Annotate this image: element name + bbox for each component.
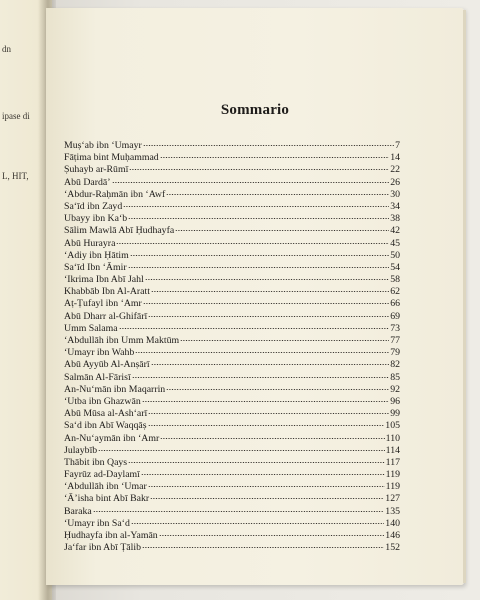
toc-entry xyxy=(64,262,400,274)
dot-leader xyxy=(143,300,389,306)
toc-entry-page: 66 xyxy=(390,298,400,310)
dot-leader xyxy=(151,288,389,294)
dot-leader xyxy=(131,520,384,526)
toc-entry-page: 152 xyxy=(385,542,400,554)
toc-entry-page: 135 xyxy=(385,505,400,517)
dot-leader xyxy=(166,191,389,197)
toc-entry xyxy=(64,481,400,493)
toc-entry xyxy=(64,433,400,445)
dot-leader xyxy=(141,471,385,477)
dot-leader xyxy=(159,532,385,538)
dot-leader xyxy=(148,483,385,489)
toc-entry-name: Muṣ‘ab ibn ‘Umayr xyxy=(64,140,142,151)
toc-entry xyxy=(64,238,400,250)
dot-leader xyxy=(123,203,389,209)
toc-entry-page: 99 xyxy=(390,408,400,420)
toc-entry xyxy=(64,469,400,481)
toc-entry xyxy=(64,457,400,469)
dot-leader xyxy=(151,361,390,367)
toc-entry-page: 54 xyxy=(390,261,400,273)
toc-entry xyxy=(64,445,400,457)
page-edge xyxy=(463,10,466,583)
toc-entry-page: 69 xyxy=(390,310,400,322)
dot-leader xyxy=(119,325,390,331)
toc-entry-page: 38 xyxy=(390,213,400,225)
toc-entry xyxy=(64,518,400,530)
toc-entry-name: ‘Abdullāh ibn Umm Maktūm xyxy=(64,335,180,346)
dot-leader xyxy=(160,154,390,160)
toc-entry xyxy=(64,396,400,408)
toc-entry-name: Sa‘īd ibn Zayd xyxy=(64,200,123,212)
toc-entry xyxy=(64,493,400,505)
toc-entry-name: Abū Hurayra xyxy=(64,237,116,249)
toc-entry-page: 119 xyxy=(385,469,400,481)
toc-entry xyxy=(64,542,400,554)
toc-entry xyxy=(64,506,400,518)
toc-entry xyxy=(64,298,400,310)
toc-entry-name: Ḥudhayfa ibn al-Yamān xyxy=(64,530,158,541)
toc-entry-page: 73 xyxy=(390,322,400,334)
toc-entry-page: 45 xyxy=(390,237,400,249)
dot-leader xyxy=(132,374,390,380)
toc-entry xyxy=(64,225,400,237)
dot-leader xyxy=(143,142,394,148)
toc-entry-page: 77 xyxy=(390,335,400,346)
toc-entry-name: Thābit ibn Qays xyxy=(64,456,128,468)
toc-entry-page: 117 xyxy=(385,456,400,468)
dot-leader xyxy=(116,240,389,246)
toc-entry-name: ‘Ā’isha bint Abī Bakr xyxy=(64,493,150,505)
toc-entry-page: 140 xyxy=(385,517,400,529)
dot-leader xyxy=(150,495,384,501)
toc-entry xyxy=(64,189,400,201)
toc-entry-page: 62 xyxy=(390,286,400,298)
toc-entry xyxy=(64,347,400,359)
dot-leader xyxy=(148,313,389,319)
dot-leader xyxy=(166,386,389,392)
dot-leader xyxy=(142,544,384,550)
toc-entry xyxy=(64,384,400,396)
dot-leader xyxy=(128,264,390,270)
dot-leader xyxy=(142,398,389,404)
toc-entry-page: 127 xyxy=(385,493,400,505)
toc-entry-name: Ṣuhayb ar-Rūmī xyxy=(64,164,129,176)
toc-entry-name: ‘Abdur-Raḥmān ibn ‘Awf xyxy=(64,188,166,200)
toc-entry xyxy=(64,177,400,189)
dot-leader xyxy=(145,276,389,282)
toc-entry-page: 110 xyxy=(385,432,400,444)
toc-entry xyxy=(64,164,400,176)
toc-entry-page: 85 xyxy=(390,371,400,383)
toc-entry-name: ‘Adiy ibn Ḥātim xyxy=(64,249,129,261)
toc-entry-name: Abū Mūsa al-Ash‘arī xyxy=(64,408,148,420)
toc-entry-page: 146 xyxy=(385,530,400,541)
toc-entry-name: Aṭ-Ṭufayl ibn ‘Amr xyxy=(64,298,142,310)
toc-entry-page: 30 xyxy=(390,188,400,200)
toc-entry-page: 79 xyxy=(390,347,400,359)
dot-leader xyxy=(128,215,389,221)
toc-entry-name: ‘Umayr ibn Wahb xyxy=(64,347,135,359)
toc-entry-page: 14 xyxy=(390,152,400,164)
toc-entry-name: ‘Utba ibn Ghazwān xyxy=(64,395,141,407)
toc-entry-page: 119 xyxy=(385,481,400,493)
toc-entry xyxy=(64,323,400,335)
dot-leader xyxy=(175,227,389,233)
toc-entry-page: 22 xyxy=(390,164,400,176)
toc-entry-page: 96 xyxy=(390,395,400,407)
toc-entry-name: Julaybīb xyxy=(64,444,98,456)
toc-entry xyxy=(64,201,400,213)
left-page-text: L, HIT, xyxy=(2,171,29,181)
toc-entry-name: ‘Ikrima Ibn Abī Jahl xyxy=(64,274,144,286)
toc-entry xyxy=(64,408,400,420)
toc-entry xyxy=(64,372,400,384)
toc-entry-name: Ubayy ibn Ka‘b xyxy=(64,213,128,225)
toc-entry-page: 58 xyxy=(390,274,400,286)
toc-entry xyxy=(64,420,400,432)
toc-entry-page: 42 xyxy=(390,225,400,237)
toc-entry xyxy=(64,311,400,323)
toc-entry-name: Fāṭima bint Muḥammad xyxy=(64,152,159,164)
toc-entry-page: 105 xyxy=(385,420,400,432)
toc-entry-name: An-Nu‘aymān ibn ‘Amr xyxy=(64,432,160,444)
toc-entry-name: Abū Dharr al-Ghifārī xyxy=(64,310,148,322)
right-page xyxy=(46,8,464,585)
toc-entry xyxy=(64,359,400,371)
dot-leader xyxy=(148,410,389,416)
toc-entry-name: Fayrūz ad-Daylamī xyxy=(64,469,140,481)
toc-entry-name: Salmān Al-Fārisī xyxy=(64,371,131,383)
toc-entry-page: 82 xyxy=(390,359,400,371)
toc-entry xyxy=(64,213,400,225)
toc-entry-name: Ja‘far ibn Abī Ṭālib xyxy=(64,542,141,554)
dot-leader xyxy=(112,179,390,185)
dot-leader xyxy=(160,435,384,441)
toc-entry-name: Baraka xyxy=(64,505,92,517)
toc-entry-name: ‘Umayr ibn Sa‘d xyxy=(64,517,130,529)
toc-entry xyxy=(64,530,400,542)
toc-entry-page: 7 xyxy=(395,140,400,151)
toc-entry-name: Sālim Mawlā Abī Ḥudhayfa xyxy=(64,225,175,237)
table-of-contents xyxy=(64,140,400,554)
toc-entry-name: Sa‘d ibn Abī Waqqāṣ xyxy=(64,420,147,432)
toc-entry xyxy=(64,286,400,298)
dot-leader xyxy=(129,166,389,172)
toc-entry-name: An-Nu‘mān ibn Maqarrin xyxy=(64,383,166,395)
toc-entry-page: 114 xyxy=(385,444,400,456)
toc-entry xyxy=(64,250,400,262)
toc-entry xyxy=(64,274,400,286)
left-page-text: dn xyxy=(2,44,11,54)
toc-entry-name: Abū Dardā’ xyxy=(64,176,111,188)
dot-leader xyxy=(93,508,385,514)
page-title: Sommario xyxy=(220,102,290,118)
left-page-text: ipase di xyxy=(2,111,30,121)
dot-leader xyxy=(130,252,389,258)
toc-entry-name: Khabbāb Ibn Al-Aratt xyxy=(64,286,150,298)
toc-entry-page: 34 xyxy=(390,200,400,212)
toc-entry-page: 26 xyxy=(390,176,400,188)
toc-entry-name: Abū Ayyūb Al-Anṣārī xyxy=(64,359,150,371)
toc-entry-page: 92 xyxy=(390,383,400,395)
toc-entry-page: 50 xyxy=(390,249,400,261)
dot-leader xyxy=(180,337,389,343)
toc-entry xyxy=(64,152,400,164)
toc-entry-name: Umm Salama xyxy=(64,322,118,334)
toc-entry xyxy=(64,335,400,347)
dot-leader xyxy=(98,447,384,453)
dot-leader xyxy=(128,459,385,465)
dot-leader xyxy=(148,422,385,428)
dot-leader xyxy=(135,349,389,355)
toc-entry xyxy=(64,140,400,152)
toc-entry-name: Sa‘īd Ibn ‘Āmir xyxy=(64,261,127,273)
toc-entry-name: ‘Abdullāh ibn ‘Umar xyxy=(64,481,147,493)
